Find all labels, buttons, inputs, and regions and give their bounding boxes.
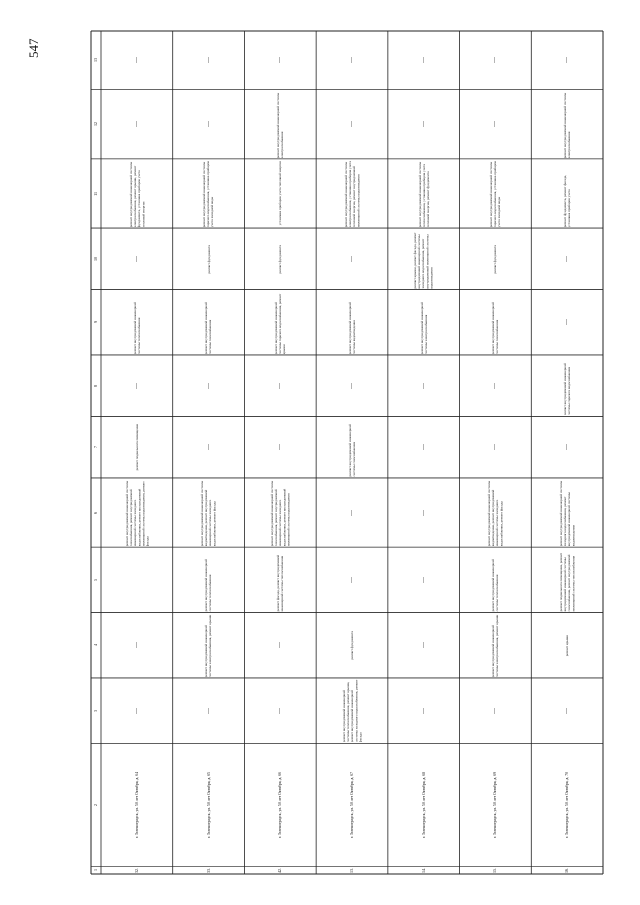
cell-text: ремонт внутридомовой инженерной системы теплоснабжения [204, 559, 213, 612]
cell-text: ремонт фасада, ремонт внутридомовой инженерной системы теплоснабжения [276, 555, 285, 612]
table-cell [317, 614, 387, 677]
cell-text: г. Зеленоградск, ул. 50 лет Октября, д. 66 [278, 771, 283, 838]
table-cell [102, 679, 172, 742]
table-cell [174, 614, 244, 677]
table-cell [317, 229, 387, 289]
table-cell [245, 479, 315, 546]
cell-text: 1 [92, 869, 98, 872]
table-cell [174, 479, 244, 546]
table-cell [317, 479, 387, 546]
cell-text: ремонт фундамента [278, 244, 283, 274]
table-cell [174, 356, 244, 416]
cell-text: ремонт внутридомовой инженерной системы горячего водоснабжения [563, 363, 572, 416]
dash-text: — [420, 642, 427, 649]
cell-text: ремонт внутридомовой инженерной системы газоснабжения [491, 301, 500, 354]
cell-text: 42. [277, 867, 283, 873]
dash-text: — [492, 382, 499, 389]
table-cell [461, 417, 531, 477]
table-cell [461, 160, 531, 227]
column-number-9 [91, 290, 101, 355]
cell-text: 4 [92, 644, 98, 647]
cell-text: г. Зеленоградск, ул. 50 лет Октября, д. 64 [134, 771, 139, 838]
table-cell [389, 291, 459, 354]
cell-text: ремонт фундамента [349, 630, 354, 660]
cell-text: ремонт внутридомовой инженерной системы водоотведения [347, 301, 356, 354]
cell-text: 7 [92, 446, 98, 449]
dash-text: — [420, 444, 427, 451]
column-number-12 [91, 90, 101, 159]
table-cell [389, 417, 459, 477]
table-cell [532, 356, 602, 416]
cell-text: ремонт внутридомовой инженерной системы электроснабжения, ремонт крыши [204, 614, 213, 677]
cell-text: ремонт фундамента [493, 244, 498, 274]
table-cell [174, 32, 244, 89]
cell-text: 33. [205, 867, 211, 873]
table-cell [532, 417, 602, 477]
cell-text: ремонт внутридомовой инженерной системы электроснабжения [563, 92, 572, 158]
dash-text: — [420, 509, 427, 516]
table-cell [532, 548, 602, 611]
column-number-3 [91, 678, 101, 743]
dash-text: — [277, 57, 284, 64]
table-cell [102, 291, 172, 354]
rotated-table [91, 31, 603, 874]
table-cell [532, 679, 602, 742]
table-cell [174, 417, 244, 477]
table-cell [245, 679, 315, 742]
table-cell [102, 160, 172, 227]
table-cell [389, 356, 459, 416]
table-cell [317, 91, 387, 158]
dash-text: — [133, 57, 140, 64]
table-cell [532, 160, 602, 227]
row-number [244, 866, 316, 874]
dash-text: — [133, 255, 140, 262]
row-address [460, 743, 532, 866]
table-cell [532, 32, 602, 89]
table-cell [245, 614, 315, 677]
table-cell [461, 614, 531, 677]
cell-text: г. Зеленоградск, ул. 50 лет Октября, д. 65 [206, 771, 211, 838]
row-number [101, 866, 173, 874]
table-cell [245, 32, 315, 89]
dash-text: — [492, 707, 499, 714]
dash-text: — [205, 382, 212, 389]
table-cell [389, 160, 459, 227]
cell-text: ремонт крыши [565, 634, 570, 656]
cell-text: ремонт внутридомовой инженерной системы теплоснабжения [132, 301, 141, 354]
cell-text: ремонт внутридомовой инженерной системы газоснабжения, ремонт внутридомовой инженерной системы холодного водоснабжения, ремонт внутридомовой инженерной системы водоотведения, ремонт фасада [124, 480, 150, 547]
dash-text: — [492, 121, 499, 128]
column-number-5 [91, 547, 101, 612]
column-number-6 [91, 478, 101, 547]
dash-text: — [348, 382, 355, 389]
table-cell [102, 548, 172, 611]
dash-text: — [564, 444, 571, 451]
cell-text: 12 [92, 122, 98, 127]
table-cell [317, 32, 387, 89]
table-cell [317, 291, 387, 354]
column-number-8 [91, 355, 101, 417]
cell-text: установка приборов учета тепловой энергии [278, 161, 283, 226]
table-cell [245, 160, 315, 227]
table-cell [317, 417, 387, 477]
table-cell [389, 614, 459, 677]
dash-text: — [205, 121, 212, 128]
dash-text: — [133, 707, 140, 714]
dash-text: — [133, 382, 140, 389]
cell-text: ремонт внутридомовой инженерной системы теплоснабжения, ремонт крыши, ремонт внутридомовой инженерной системы холодного водоснабжения, ремонт фасада [341, 679, 363, 743]
dash-text: — [348, 57, 355, 64]
table-cell [174, 548, 244, 611]
cell-text: ремонт внутридомовой инженерной системы электроснабжения, ремонт крыши, ремонт фундамента, установка приборов учета тепловой энергии [128, 161, 145, 228]
dash-text: — [277, 382, 284, 389]
table-cell [461, 91, 531, 158]
table-cell [102, 32, 172, 89]
cell-text: г. Зеленоградск, ул. 50 лет Октября, д. 68 [421, 771, 426, 838]
table-cell [245, 229, 315, 289]
cell-text: ремонт внутридомовой инженерной системы газоснабжения, ремонт внутридомовой инженерной системы холодного водоснабжения, ремонт внутридомовой инженерной системы водоотведения [270, 480, 291, 547]
table-cell [461, 291, 531, 354]
row-number [460, 866, 532, 874]
table-cell [461, 229, 531, 289]
dash-text: — [564, 707, 571, 714]
table-cell [461, 548, 531, 611]
dash-text: — [205, 707, 212, 714]
table-cell [461, 32, 531, 89]
cell-text: ремонт внутридомовой инженерной системы горячего водоснабжения, установка приборов учета холодной воды [489, 160, 502, 228]
dash-text: — [277, 444, 284, 451]
table-cell [461, 479, 531, 546]
dash-text: — [348, 509, 355, 516]
cell-text: ремонт внутридомовой инженерной системы газоснабжения [204, 301, 213, 354]
cell-text: ремонт внутридомовой инженерной системы водоотведения, ремонт внутридомовой инженерной системы холодного водоснабжения, ремонт фасада [487, 480, 504, 547]
table-cell [102, 479, 172, 546]
table-cell [389, 548, 459, 611]
cell-text: ремонт подвального помещения [134, 424, 139, 471]
row-number [531, 866, 603, 874]
column-number-13 [91, 31, 101, 90]
table-cell [245, 91, 315, 158]
table-cell [461, 679, 531, 742]
column-number-1 [91, 866, 101, 874]
cell-text: г. Зеленоградск, ул. 50 лет Октября, д. 69 [493, 771, 498, 838]
dash-text: — [277, 707, 284, 714]
table-cell [245, 417, 315, 477]
cell-text: ремонт фундамента, ремонт фасада, установка приборов учета [563, 174, 572, 228]
dash-text: — [420, 382, 427, 389]
table-cell [102, 356, 172, 416]
row-number [388, 866, 460, 874]
cell-text: ремонт внутридомовой инженерной системы теплоснабжения [491, 559, 500, 612]
row-number [173, 866, 245, 874]
cell-text: 15. [492, 867, 498, 873]
cell-text: ремонт внутридомовой инженерной системы электроснабжения, установка приборов учета тепловой энергии, ремонт внутридомовой инженерной системы водоотведения [343, 160, 361, 228]
table-cell [245, 548, 315, 611]
dash-text: — [277, 642, 284, 649]
cell-text: 11 [92, 191, 98, 196]
dash-text: — [564, 255, 571, 262]
cell-text: ремонт внутридомовой инженерной системы газоснабжения [347, 424, 356, 477]
cell-text: ремонт внутридомовой инженерной системы электроснабжения [276, 92, 285, 158]
row-address [173, 743, 245, 866]
column-number-2 [91, 743, 101, 866]
table-cell [245, 356, 315, 416]
table-cell [317, 679, 387, 742]
table-cell [317, 356, 387, 416]
table-cell [389, 679, 459, 742]
cell-text: 16. [564, 867, 570, 873]
row-number [316, 866, 388, 874]
table-cell [102, 91, 172, 158]
dash-text: — [420, 576, 427, 583]
cell-text: 8 [92, 384, 98, 387]
dash-text: — [348, 121, 355, 128]
column-number-10 [91, 228, 101, 290]
cell-text: ремонт внутридомовой инженерной системы горячего водоснабжения, ремонт крыши [274, 293, 287, 354]
dash-text: — [348, 255, 355, 262]
cell-text: 6 [92, 511, 98, 514]
table-cell [102, 417, 172, 477]
dash-text: — [133, 642, 140, 649]
cell-text: ремонт внутридомовой инженерной системы электроснабжения [419, 301, 428, 354]
dash-text: — [492, 57, 499, 64]
table-cell [389, 91, 459, 158]
row-address [531, 743, 603, 866]
cell-text: 2 [92, 803, 98, 806]
column-number-4 [91, 613, 101, 678]
cell-text: ремонт внутридомовой инженерной системы водоотведения, ремонт внутридомовой инженерной системы холодного водоснабжения, ремонт фасада [200, 480, 217, 547]
cell-text: 10 [92, 256, 98, 261]
cell-text: 13. [348, 867, 354, 873]
table-cell [389, 229, 459, 289]
dash-text: — [420, 121, 427, 128]
table-cell [532, 291, 602, 354]
cell-text: ремонт крыши, ремонт фасада, ремонт внутридомовой инженерной системы холодного водоснабжения, ремонт внутридомовой инженерной системы водоотведения [413, 232, 434, 289]
cell-text: ремонт внутридомовой инженерной системы горячего водоснабжения, установка приборов учета холодной воды [202, 160, 215, 228]
cell-text: 13 [92, 58, 98, 63]
table-cell [532, 91, 602, 158]
cell-text: ремонт внутридомовой инженерной системы электроснабжения, ремонт крыши [491, 614, 500, 677]
page-number: 547 [26, 38, 41, 58]
column-number-11 [91, 159, 101, 228]
table-cell [174, 679, 244, 742]
cell-text: 5 [92, 578, 98, 581]
cell-text: 14. [420, 867, 426, 873]
dash-text: — [564, 319, 571, 326]
cell-text: г. Зеленоградск, ул. 50 лет Октября, д. 67 [349, 771, 354, 838]
table-cell [317, 160, 387, 227]
table-cell [389, 479, 459, 546]
cell-text: 32. [133, 867, 139, 873]
table-cell [532, 479, 602, 546]
dash-text: — [205, 444, 212, 451]
cell-text: ремонт фундамента [206, 244, 211, 274]
dash-text: — [492, 444, 499, 451]
cell-text: ремонт внутридомовой инженерной системы холодного водоснабжения, ремонт внутридомовой инженерной системы водоотведения [558, 480, 576, 547]
row-address [316, 743, 388, 866]
table-cell [317, 548, 387, 611]
table-cell [174, 291, 244, 354]
table-cell [532, 614, 602, 677]
dash-text: — [420, 707, 427, 714]
cell-text: г. Зеленоградск, ул. 50 лет Октября, д. 70 [565, 771, 570, 838]
table-cell [102, 614, 172, 677]
cell-text: ремонт внутридомовой инженерной системы теплоснабжения, установка приборов учета тепловой энергии, ремонт фундамента [417, 161, 430, 228]
dash-text: — [205, 57, 212, 64]
row-address [101, 743, 173, 866]
table-cell [102, 229, 172, 289]
row-address [388, 743, 460, 866]
table-cell [174, 160, 244, 227]
cell-text: 9 [92, 321, 98, 324]
dash-text: — [348, 576, 355, 583]
table-cell [461, 356, 531, 416]
dash-text: — [133, 121, 140, 128]
table-cell [532, 229, 602, 289]
cell-text: ремонт подвального помещения, ремонт внутридомовой инженерной системы газоснабжения, ремонт внутридомовой инженерной системы теплоснабжения [558, 553, 576, 612]
table-cell [174, 91, 244, 158]
dash-text: — [564, 57, 571, 64]
dash-text: — [420, 57, 427, 64]
table-cell [245, 291, 315, 354]
row-address [244, 743, 316, 866]
cell-text: 3 [92, 709, 98, 712]
column-number-7 [91, 416, 101, 478]
table-cell [389, 32, 459, 89]
table-cell [174, 229, 244, 289]
